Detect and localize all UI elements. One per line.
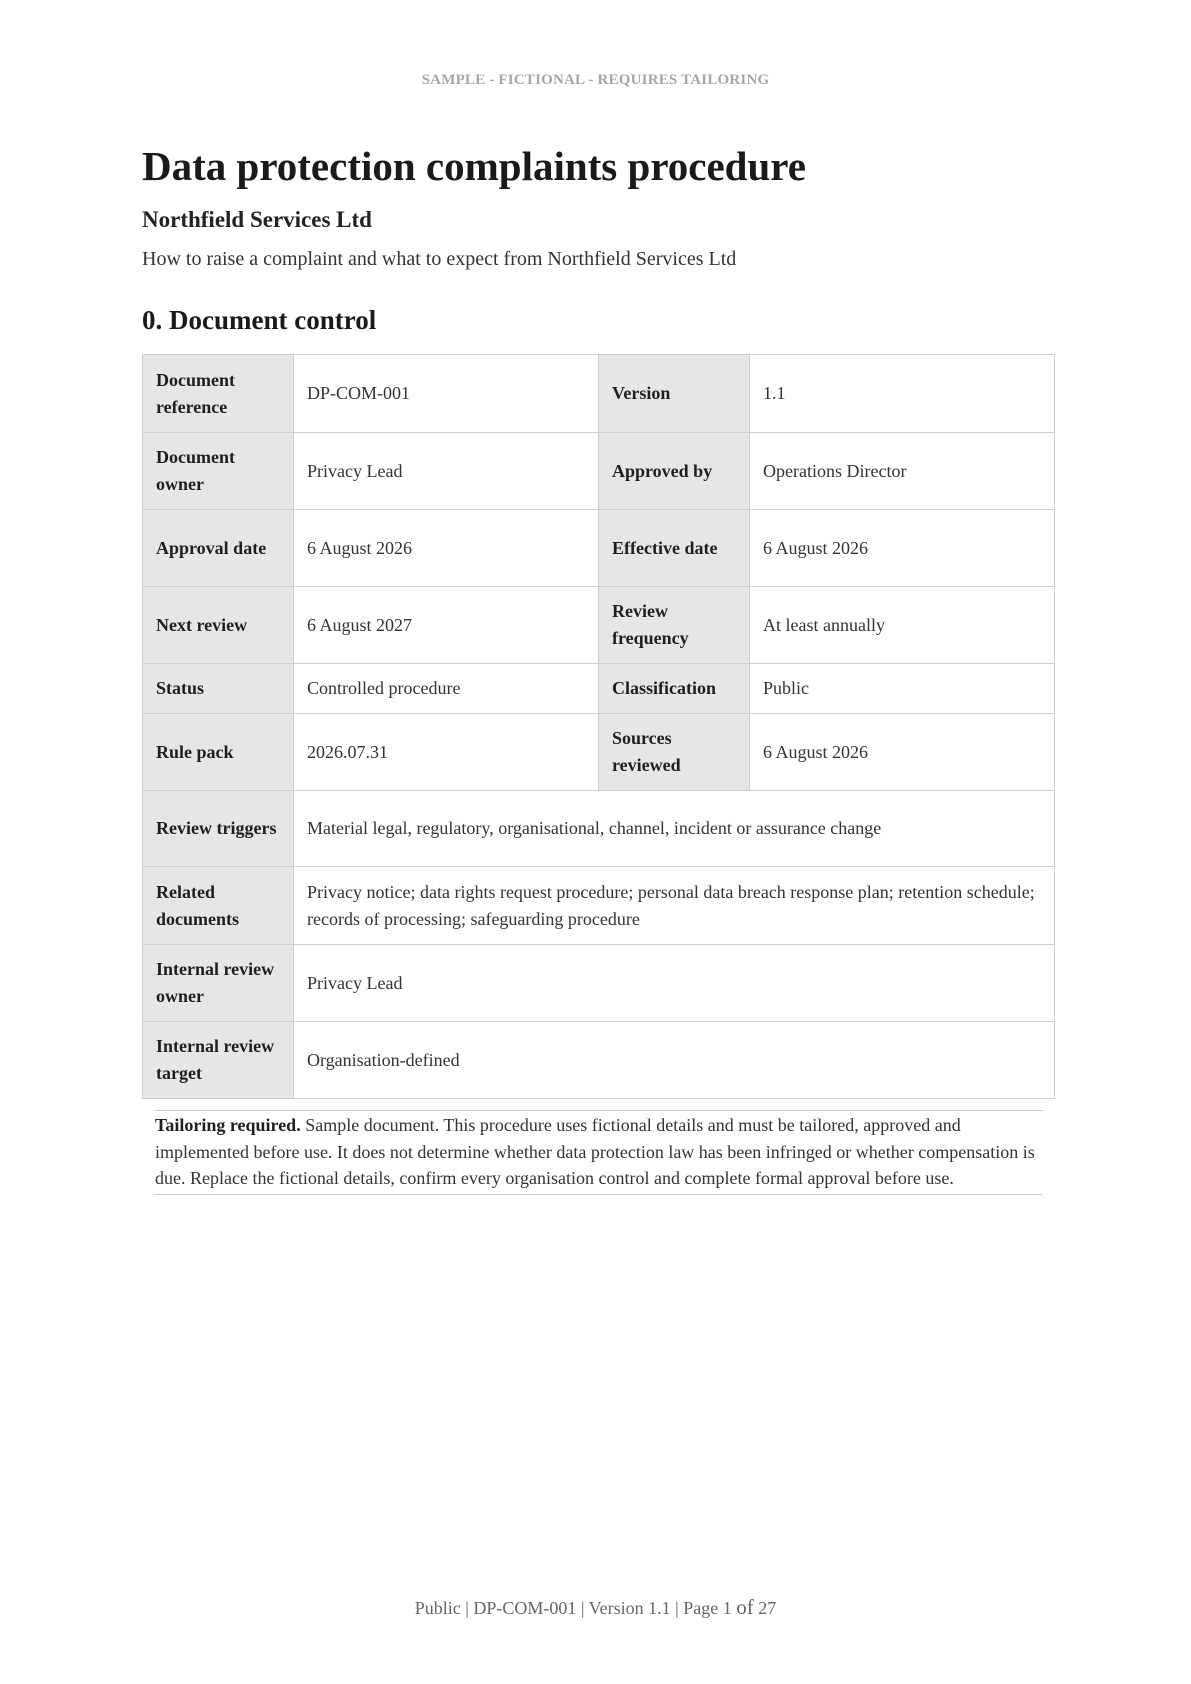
internal-review-target-value: Organisation-defined — [294, 1022, 1055, 1099]
table-row — [143, 714, 1055, 791]
watermark-banner: SAMPLE - FICTIONAL - REQUIRES TAILORING — [421, 72, 770, 88]
footer-page-number: 1 — [722, 1598, 732, 1618]
internal-review-target-label: Internal review target — [143, 1022, 294, 1099]
footer-page-total: 27 — [758, 1598, 777, 1618]
table-row — [143, 945, 1055, 1022]
table-row — [143, 510, 1055, 587]
approved-by-label: Approved by — [599, 433, 750, 510]
organisation-name: Northfield Services Ltd — [142, 207, 372, 232]
table-row — [143, 587, 1055, 664]
next-review-label: Next review — [143, 587, 294, 664]
rule-pack-label: Rule pack — [143, 714, 294, 791]
approval-date-value: 6 August 2026 — [294, 510, 599, 587]
status-value: Controlled procedure — [294, 664, 599, 714]
tailoring-notice-text: Sample document. This procedure uses fictional details and must be tailored, approved and implemented before use. It does not determine whether data protection law has been infringed or whether compensation is due. Replace the fictional details, confirm every organisation control and complete formal approval before use. — [155, 1115, 1035, 1188]
section-heading-document-control: 0. Document control — [142, 305, 377, 335]
status-label: Status — [143, 664, 294, 714]
document-title: Data protection complaints procedure — [142, 143, 806, 189]
effective-date-label: Effective date — [599, 510, 750, 587]
version-label: Version — [599, 355, 750, 433]
doc-reference-label: Document reference — [143, 355, 294, 433]
table-row — [143, 1022, 1055, 1099]
review-triggers-label: Review triggers — [143, 791, 294, 867]
tailoring-notice — [155, 1110, 1043, 1195]
table-row — [143, 791, 1055, 867]
document-control-table — [142, 354, 1055, 1099]
document-subtitle: How to raise a complaint and what to expect from Northfield Services Ltd — [142, 248, 737, 270]
internal-review-owner-label: Internal review owner — [143, 945, 294, 1022]
table-row — [143, 433, 1055, 510]
table-row — [143, 867, 1055, 945]
related-documents-value: Privacy notice; data rights request procedure; personal data breach response plan; retention schedule; records of processing; safeguarding procedure — [294, 867, 1055, 945]
classification-value: Public — [750, 664, 1055, 714]
related-documents-label: Related documents — [143, 867, 294, 945]
footer-prefix: Public | DP-COM-001 | Version 1.1 | Page — [414, 1598, 723, 1618]
sources-reviewed-label: Sources reviewed — [599, 714, 750, 791]
page-footer — [0, 1595, 1191, 1620]
approval-date-label: Approval date — [143, 510, 294, 587]
footer-of: of — [736, 1595, 754, 1619]
internal-review-owner-value: Privacy Lead — [294, 945, 1055, 1022]
next-review-value: 6 August 2027 — [294, 587, 599, 664]
version-value: 1.1 — [750, 355, 1055, 433]
doc-reference-value: DP-COM-001 — [294, 355, 599, 433]
owner-value: Privacy Lead — [294, 433, 599, 510]
sources-reviewed-value: 6 August 2026 — [750, 714, 1055, 791]
review-frequency-value: At least annually — [750, 587, 1055, 664]
classification-label: Classification — [599, 664, 750, 714]
table-row — [143, 355, 1055, 433]
approved-by-value: Operations Director — [750, 433, 1055, 510]
review-triggers-value: Material legal, regulatory, organisational, channel, incident or assurance change — [294, 791, 1055, 867]
owner-label: Document owner — [143, 433, 294, 510]
effective-date-value: 6 August 2026 — [750, 510, 1055, 587]
tailoring-notice-lead: Tailoring required. — [155, 1115, 301, 1135]
table-row — [143, 664, 1055, 714]
rule-pack-value: 2026.07.31 — [294, 714, 599, 791]
review-frequency-label: Review frequency — [599, 587, 750, 664]
